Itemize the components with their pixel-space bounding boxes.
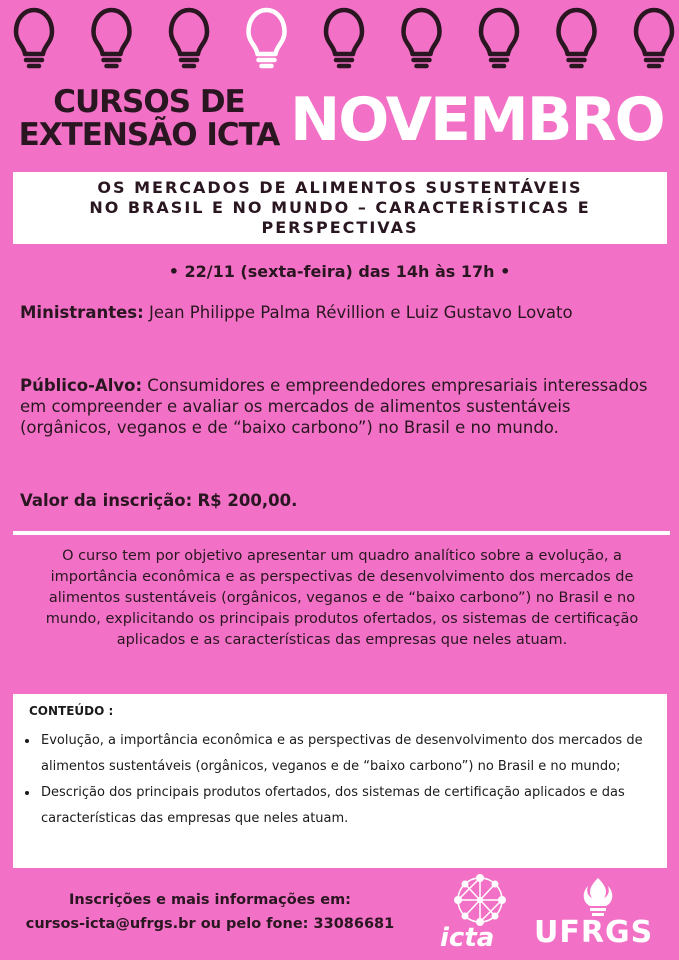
divider bbox=[13, 531, 670, 535]
title-left bbox=[8, 86, 290, 152]
lightbulb-icon bbox=[636, 10, 672, 66]
lightbulb-icon bbox=[16, 10, 52, 66]
course-title-line1: OS MERCADOS DE ALIMENTOS SUSTENTÁVEIS bbox=[97, 178, 583, 197]
course-title-box bbox=[13, 172, 667, 244]
flame-icon bbox=[528, 874, 668, 918]
lightbulb-icon bbox=[559, 10, 595, 66]
content-heading: CONTEÚDO : bbox=[29, 704, 114, 718]
content-box bbox=[13, 694, 667, 868]
content-list bbox=[23, 728, 657, 832]
course-description: O curso tem por objetivo apresentar um quadro analítico sobre a evolução, a importância econômica e as perspectivas de desenvolvimento dos mercados de alimentos sustentáveis (orgânicos, veganos e de “baixo carbono”) no Brasil e no mundo, explicitando os principais produtos ofertados, os sistemas de certificação aplicados e as características das empresas que neles atuam. bbox=[45, 548, 639, 648]
valor-value: R$ 200,00. bbox=[197, 491, 298, 510]
title-left-line1: CURSOS DE bbox=[53, 84, 245, 120]
course-title-line3: PERSPECTIVAS bbox=[261, 218, 419, 237]
footer-contact-line[interactable] bbox=[0, 912, 420, 936]
ministrantes-value: Jean Philippe Palma Révillion e Luiz Gustavo Lovato bbox=[148, 303, 573, 322]
content-item: • Descrição dos principais produtos ofertados, dos sistemas de certificação aplicados e das características das empresas que neles atuam. bbox=[39, 780, 657, 832]
contact-email-phone[interactable]: cursos-icta@ufrgs.br ou pelo fone: 33086681 bbox=[25, 916, 395, 932]
title-left-line2: EXTENSÃO ICTA bbox=[18, 117, 280, 153]
course-title-line2: NO BRASIL E NO MUNDO – CARACTERÍSTICAS E bbox=[89, 198, 591, 217]
lightbulb-icon bbox=[481, 10, 517, 66]
course-date: • 22/11 (sexta-feira) das 14h às 17h • bbox=[168, 262, 511, 281]
content-item: • Evolução, a importância econômica e as perspectivas de desenvolvimento dos mercados de alimentos sustentáveis (orgânicos, veganos e de “baixo carbono”) no Brasil e no mundo; bbox=[39, 728, 657, 780]
icta-logo bbox=[438, 872, 522, 952]
ufrgs-logo-text: UFRGS bbox=[534, 915, 654, 950]
ministrantes bbox=[20, 302, 660, 323]
lightbulb-icon bbox=[171, 10, 207, 66]
valor-label: Valor da inscrição: bbox=[20, 491, 193, 510]
ministrantes-label: Ministrantes: bbox=[20, 303, 144, 322]
lightbulb-icon bbox=[94, 10, 130, 66]
footer-contact bbox=[0, 888, 420, 936]
ufrgs-logo bbox=[528, 874, 668, 952]
lightbulb-icon bbox=[404, 10, 440, 66]
title-month: NOVEMBRO bbox=[290, 85, 664, 155]
icta-logo-text: icta bbox=[440, 923, 495, 953]
publico-alvo bbox=[20, 375, 660, 438]
network-icon bbox=[438, 872, 522, 928]
lightbulb-icon bbox=[326, 10, 362, 66]
lightbulb-icon bbox=[249, 10, 285, 66]
bulb-row bbox=[0, 4, 679, 74]
footer-line1: Inscrições e mais informações em: bbox=[69, 892, 351, 908]
publico-alvo-value: Consumidores e empreendedores empresariais interessados em compreender e avaliar os mercados de alimentos sustentáveis (orgânicos, veganos e de “baixo carbono”) no Brasil e no mundo. bbox=[20, 376, 648, 437]
publico-alvo-label: Público-Alvo: bbox=[20, 376, 143, 395]
valor-inscricao bbox=[20, 490, 660, 511]
